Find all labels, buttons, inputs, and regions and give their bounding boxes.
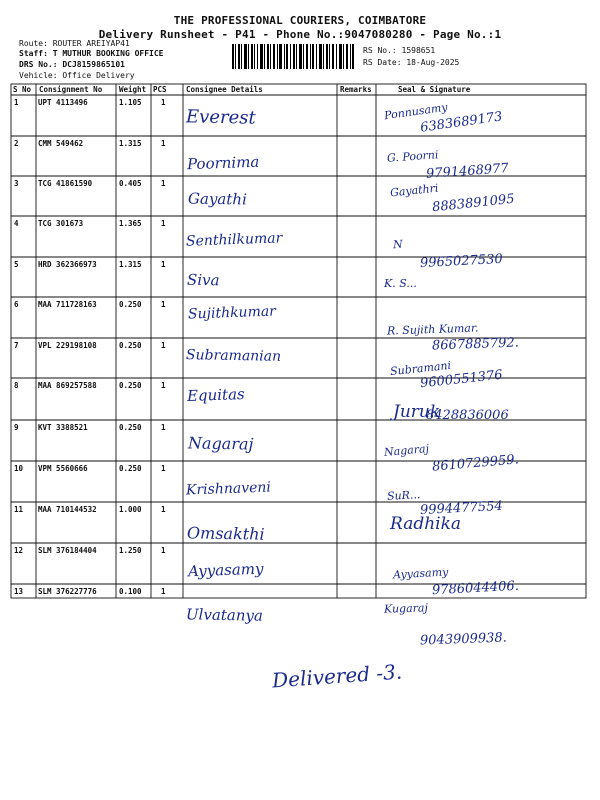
row-weight: 0.250 [119,300,142,309]
runsheet-title: THE PROFESSIONAL COURIERS, COIMBATORE [173,14,427,27]
row-phone: 9043909938. [419,630,508,649]
row-weight: 1.315 [119,139,142,148]
row-consignment: SLM 376227776 [38,587,97,596]
row-phone: 9965027530 [419,251,504,272]
rs-date: RS Date: 18-Aug-2025 [363,58,460,67]
row-pcs: 1 [161,300,166,309]
row-seal-signature: Radhika [390,514,462,534]
row-seal-signature: K. S... [384,277,417,290]
row-phone: 9786044406. [431,578,520,599]
row-consignee: Equitas [186,384,245,406]
row-sno: 2 [14,139,19,148]
row-phone: 9791468977 [425,161,510,182]
row-consignee: Ayyasamy [187,559,264,581]
row-phone: 8667885792. [431,335,520,354]
row-sno: 3 [14,179,19,188]
row-seal-signature: R. Sujith Kumar. [386,321,479,338]
row-weight: 0.100 [119,587,142,596]
row-pcs: 1 [161,381,166,390]
row-seal-signature: Ponnusamy [383,100,449,123]
rs-number: RS No.: 1598651 [363,46,436,55]
row-consignee: Ulvatanya [185,605,264,625]
row-sno: 5 [14,260,19,269]
row-consignment: SLM 376184404 [38,546,97,555]
row-weight: 0.250 [119,423,142,432]
row-pcs: 1 [161,139,166,148]
row-weight: 0.250 [119,464,142,473]
staff-line: Staff: T MUTHUR BOOKING OFFICE [19,49,164,58]
row-pcs: 1 [161,464,166,473]
row-consignment: HRD 362366973 [38,260,97,269]
row-seal-signature: Nagaraj [383,442,430,459]
row-consignee: Krishnaveni [185,479,272,499]
runsheet-subtitle: Delivery Runsheet - P41 - Phone No.:9047080280 - Page No.:1 [98,28,502,41]
drs-line: DRS No.: DCJ8159865101 [19,60,125,69]
row-pcs: 1 [161,546,166,555]
column-header: S No [13,85,32,94]
route-line: Route: ROUTER AREIYAP41 [19,39,130,48]
vehicle-line: Vehicle: Office Delivery [19,71,135,80]
row-consignee: Sujithkumar [187,303,277,323]
column-header: PCS [153,85,167,94]
row-consignment: CMM 549462 [38,139,84,148]
row-phone: 6383689173 [419,109,504,136]
row-phone: 8883891095 [431,191,516,216]
row-consignee: Siva [186,270,220,290]
row-phone: 8610729959. [431,452,520,475]
row-pcs: 1 [161,219,166,228]
row-consignee: Nagaraj [187,433,254,454]
row-weight: 1.365 [119,219,142,228]
row-weight: 0.250 [119,381,142,390]
row-weight: 1.315 [119,260,142,269]
row-sno: 10 [14,464,24,473]
row-pcs: 1 [161,423,166,432]
row-consignment: VPL 229198108 [38,341,97,350]
row-seal-signature: N [392,237,403,252]
row-sno: 1 [14,98,19,107]
column-header: Consignee Details [186,85,263,94]
row-phone: 8428836006 [426,408,509,423]
row-pcs: 1 [161,260,166,269]
row-weight: 1.250 [119,546,142,555]
row-pcs: 1 [161,179,166,188]
row-consignment: VPM 5560666 [38,464,88,473]
row-seal-signature: G. Poorni [386,148,439,165]
row-consignment: MAA 710144532 [38,505,97,514]
row-weight: 0.405 [119,179,142,188]
row-phone: 9994477554 [419,498,504,519]
row-sno: 11 [14,505,24,514]
row-consignment: UPT 4113496 [38,98,88,107]
row-seal-signature: Juruk [393,402,441,422]
row-sno: 13 [14,587,24,596]
row-seal-signature: Subramani [389,358,452,379]
row-sno: 12 [14,546,24,555]
row-consignee: Omsakthi [186,523,265,544]
delivered-note: Delivered -3. [271,659,403,693]
row-consignment: TCG 301673 [38,219,84,228]
row-consignment: KVT 3388521 [38,423,88,432]
row-consignment: TCG 41861590 [38,179,93,188]
row-consignment: MAA 869257588 [38,381,97,390]
column-header: Weight [119,85,147,94]
row-seal-signature: Ayyasamy [392,565,449,582]
row-consignee: Poornima [186,152,260,174]
row-sno: 9 [14,423,19,432]
row-consignment: MAA 711728163 [38,300,97,309]
row-sno: 6 [14,300,19,309]
row-consignee: Everest [185,106,256,129]
column-header: Remarks [340,85,372,94]
column-header: Consignment No [39,85,103,94]
row-consignee: Gayathi [187,189,247,209]
row-sno: 7 [14,341,19,350]
row-sno: 4 [14,219,19,228]
row-consignee: Subramanian [185,347,282,365]
row-pcs: 1 [161,98,166,107]
row-sno: 8 [14,381,19,390]
row-seal-signature: Gayathri [389,181,439,200]
row-phone: 9600551376 [419,367,504,392]
row-weight: 0.250 [119,341,142,350]
row-weight: 1.105 [119,98,142,107]
column-header: Seal & Signature [398,85,471,94]
row-pcs: 1 [161,505,166,514]
row-consignee: Senthilkumar [185,230,283,250]
row-weight: 1.000 [119,505,142,514]
row-pcs: 1 [161,341,166,350]
row-seal-signature: SuR... [386,488,421,503]
row-seal-signature: Kugaraj [383,601,429,616]
row-pcs: 1 [161,587,166,596]
